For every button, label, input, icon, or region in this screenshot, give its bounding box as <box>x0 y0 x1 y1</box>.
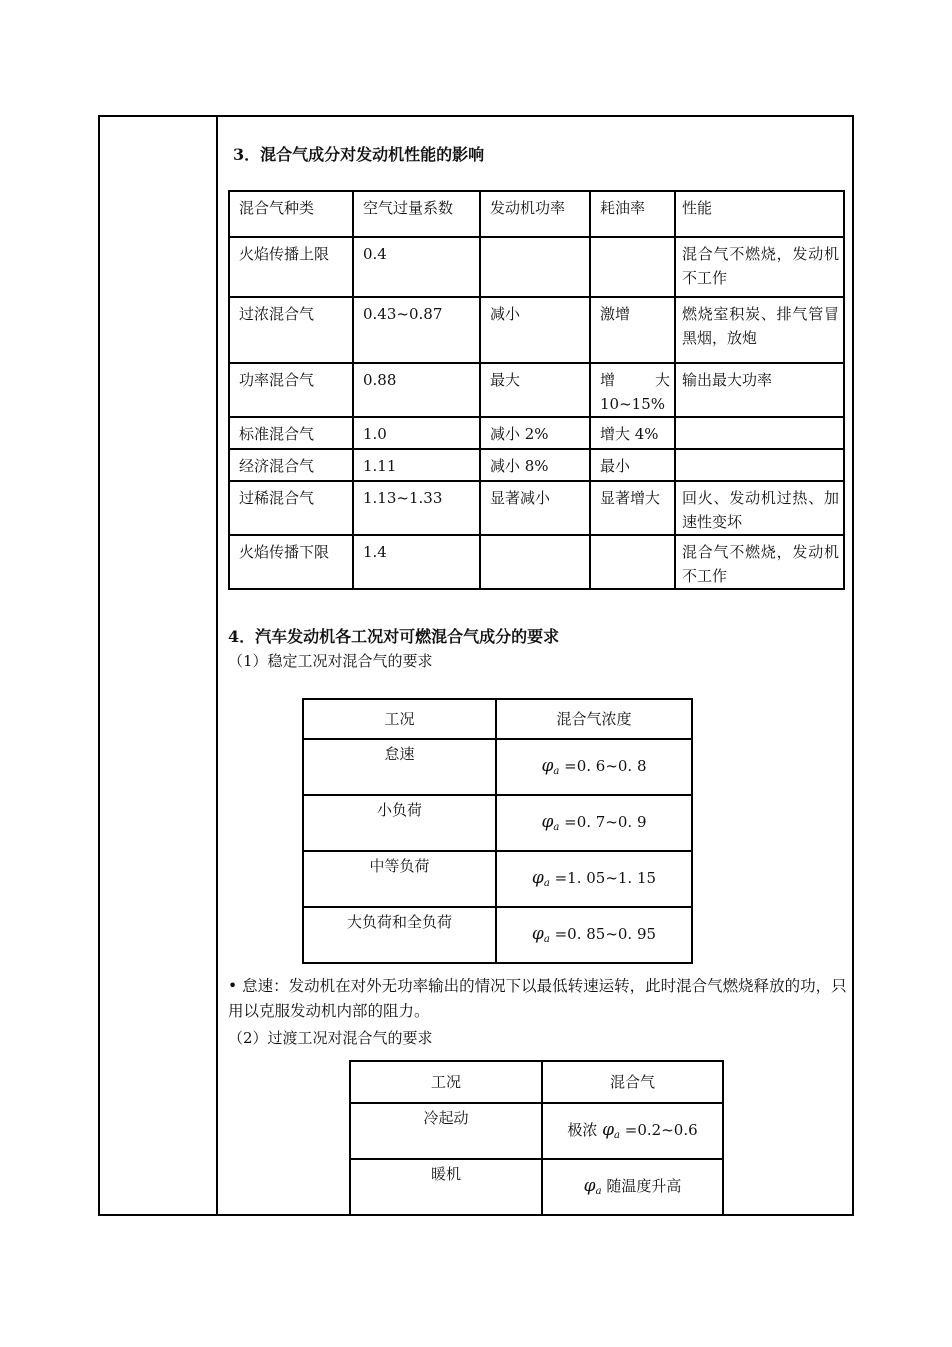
table-row <box>229 237 844 297</box>
table-cell: 火焰传播下限 <box>229 535 353 589</box>
steady-condition-table <box>302 698 693 964</box>
table-row <box>229 535 844 589</box>
table-cell <box>675 417 844 449</box>
table-row <box>303 795 692 851</box>
header-cell: 发动机功率 <box>480 191 590 237</box>
header-cell: 混合气浓度 <box>496 699 692 739</box>
mixture-prefix: 极浓 <box>567 1121 598 1139</box>
table-row <box>229 417 844 449</box>
phi-subscript: a <box>543 934 550 945</box>
mixture-value-cell <box>542 1159 723 1215</box>
table-header-row <box>350 1061 723 1103</box>
column-divider <box>216 115 218 1216</box>
table-cell: 显著减小 <box>480 481 590 535</box>
table-cell <box>480 535 590 589</box>
mixture-value-cell <box>496 907 692 963</box>
condition-cell: 暖机 <box>350 1159 542 1215</box>
phi-symbol: φ <box>541 812 554 832</box>
mixture-value-cell <box>496 739 692 795</box>
table-cell <box>590 535 675 589</box>
phi-symbol: φ <box>602 1120 615 1140</box>
mixture-value: =0. 7~0. 9 <box>564 813 647 831</box>
table-cell: 1.13~1.33 <box>353 481 480 535</box>
table-cell: 激增 <box>590 297 675 363</box>
phi-subscript: a <box>553 766 560 777</box>
table-row <box>229 449 844 481</box>
table-cell: 最大 <box>480 363 590 417</box>
phi-symbol: φ <box>531 868 544 888</box>
table-cell: 混合气不燃烧，发动机不工作 <box>675 535 844 589</box>
mixture-value: 随温度升高 <box>606 1177 682 1195</box>
phi-subscript: a <box>614 1130 621 1141</box>
table-cell: 减小 2% <box>480 417 590 449</box>
header-cell: 耗油率 <box>590 191 675 237</box>
table-cell: 减小 8% <box>480 449 590 481</box>
phi-subscript: a <box>595 1186 602 1197</box>
table-row <box>350 1159 723 1215</box>
table-cell: 0.4 <box>353 237 480 297</box>
table-cell: 1.4 <box>353 535 480 589</box>
condition-cell: 小负荷 <box>303 795 496 851</box>
phi-symbol: φ <box>531 924 544 944</box>
phi-subscript: a <box>553 822 560 833</box>
table-cell: 1.0 <box>353 417 480 449</box>
table-cell <box>675 449 844 481</box>
transient-condition-table <box>349 1060 724 1216</box>
table-cell: 过浓混合气 <box>229 297 353 363</box>
table-cell <box>590 237 675 297</box>
header-cell: 混合气种类 <box>229 191 353 237</box>
section-4-heading: 4．汽车发动机各工况对可燃混合气成分的要求 <box>228 627 560 646</box>
table-row <box>303 907 692 963</box>
header-cell: 混合气 <box>542 1061 723 1103</box>
phi-symbol: φ <box>541 756 554 776</box>
mixture-value: =0. 85~0. 95 <box>554 925 657 943</box>
table-row <box>303 739 692 795</box>
condition-cell: 冷起动 <box>350 1103 542 1159</box>
table-cell: 减小 <box>480 297 590 363</box>
phi-symbol: φ <box>583 1176 596 1196</box>
mixture-value: =1. 05~1. 15 <box>554 869 657 887</box>
table-cell: 回火、发动机过热、加速性变坏 <box>675 481 844 535</box>
header-cell: 工况 <box>303 699 496 739</box>
header-cell: 工况 <box>350 1061 542 1103</box>
steady-state-subheading: （1）稳定工况对混合气的要求 <box>228 652 433 670</box>
table-row <box>303 851 692 907</box>
header-cell: 性能 <box>675 191 844 237</box>
table-cell <box>480 237 590 297</box>
table-row <box>350 1103 723 1159</box>
table-cell: 最小 <box>590 449 675 481</box>
condition-cell: 怠速 <box>303 739 496 795</box>
mixture-value-cell <box>496 851 692 907</box>
phi-subscript: a <box>543 878 550 889</box>
table-row <box>229 481 844 535</box>
transient-subheading: （2）过渡工况对混合气的要求 <box>228 1029 433 1047</box>
table-row <box>229 363 844 417</box>
mixture-value: =0.2~0.6 <box>624 1121 698 1139</box>
table-cell: 0.43~0.87 <box>353 297 480 363</box>
table-cell: 增大 4% <box>590 417 675 449</box>
table-cell: 增大10~15% <box>590 363 675 417</box>
idle-explanation: • 怠速：发动机在对外无功率输出的情况下以最低转速运转，此时混合气燃烧释放的功，只用以克服发动机内部的阻力。 <box>228 977 847 1020</box>
table-header-row <box>303 699 692 739</box>
section-3-heading: 3．混合气成分对发动机性能的影响 <box>233 145 485 164</box>
table-cell: 混合气不燃烧，发动机不工作 <box>675 237 844 297</box>
table-cell: 火焰传播上限 <box>229 237 353 297</box>
mixture-value-cell <box>496 795 692 851</box>
table-cell: 1.11 <box>353 449 480 481</box>
table-cell: 经济混合气 <box>229 449 353 481</box>
table-cell: 功率混合气 <box>229 363 353 417</box>
condition-cell: 大负荷和全负荷 <box>303 907 496 963</box>
mixture-value: =0. 6~0. 8 <box>564 757 647 775</box>
mixture-value-cell <box>542 1103 723 1159</box>
table-cell: 燃烧室积炭、排气管冒黑烟，放炮 <box>675 297 844 363</box>
header-cell: 空气过量系数 <box>353 191 480 237</box>
table-cell: 显著增大 <box>590 481 675 535</box>
table-cell: 标准混合气 <box>229 417 353 449</box>
table-cell: 0.88 <box>353 363 480 417</box>
condition-cell: 中等负荷 <box>303 851 496 907</box>
table-cell: 过稀混合气 <box>229 481 353 535</box>
table-cell: 输出最大功率 <box>675 363 844 417</box>
table-header-row <box>229 191 844 237</box>
mixture-performance-table <box>228 190 845 590</box>
table-row <box>229 297 844 363</box>
